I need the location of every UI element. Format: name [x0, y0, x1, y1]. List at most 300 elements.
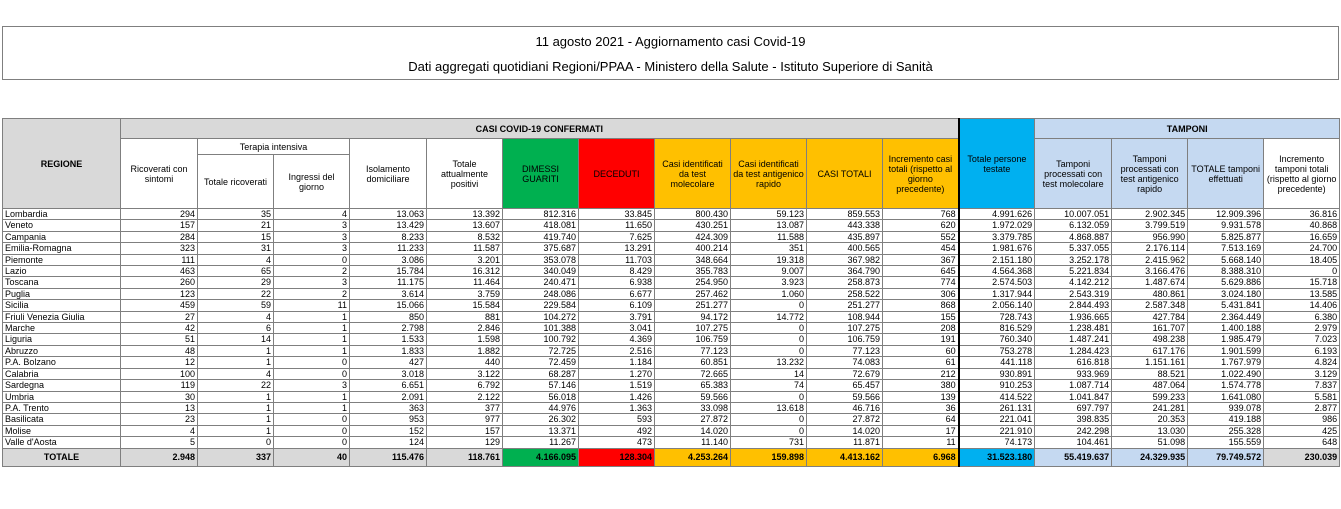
region-cell: Molise — [3, 425, 121, 436]
value-cell: 956.990 — [1112, 231, 1188, 242]
value-cell: 1 — [274, 391, 350, 402]
value-cell: 23 — [121, 414, 198, 425]
value-cell: 221.910 — [959, 425, 1035, 436]
value-cell: 65 — [198, 266, 274, 277]
value-cell: 36.816 — [1264, 209, 1340, 220]
value-cell: 2.122 — [427, 391, 503, 402]
value-cell: 4.142.212 — [1035, 277, 1112, 288]
total-cell: 2.948 — [121, 448, 198, 466]
total-cell: 115.476 — [350, 448, 427, 466]
value-cell: 1 — [198, 345, 274, 356]
value-cell: 2 — [274, 266, 350, 277]
value-cell: 2.176.114 — [1112, 243, 1188, 254]
col-header-ricoverati: Ricoverati con sintomi — [121, 139, 198, 209]
value-cell: 68.287 — [503, 368, 579, 379]
value-cell: 241.281 — [1112, 402, 1188, 413]
value-cell: 107.275 — [655, 323, 731, 334]
table-row — [3, 402, 1340, 413]
value-cell: 7.837 — [1264, 380, 1340, 391]
value-cell: 251.277 — [807, 300, 883, 311]
value-cell: 1.985.479 — [1188, 334, 1264, 345]
value-cell: 72.679 — [807, 368, 883, 379]
value-cell: 33.098 — [655, 402, 731, 413]
value-cell: 427.784 — [1112, 311, 1188, 322]
value-cell: 4 — [121, 425, 198, 436]
value-cell: 459 — [121, 300, 198, 311]
value-cell: 1.060 — [731, 288, 807, 299]
value-cell: 14.772 — [731, 311, 807, 322]
value-cell: 0 — [274, 368, 350, 379]
value-cell: 14 — [731, 368, 807, 379]
value-cell: 212 — [883, 368, 959, 379]
col-header-dimessi: DIMESSI GUARITI — [503, 139, 579, 209]
value-cell: 1.270 — [579, 368, 655, 379]
value-cell: 340.049 — [503, 266, 579, 277]
value-cell: 33.845 — [579, 209, 655, 220]
value-cell: 0 — [731, 323, 807, 334]
value-cell: 284 — [121, 231, 198, 242]
value-cell: 2.056.140 — [959, 300, 1035, 311]
col-header-incremento-casi: Incremento casi totali (rispetto al giorno precedente) — [883, 139, 959, 209]
value-cell: 816.529 — [959, 323, 1035, 334]
value-cell: 0 — [274, 425, 350, 436]
value-cell: 2.798 — [350, 323, 427, 334]
value-cell: 152 — [350, 425, 427, 436]
value-cell: 40.868 — [1264, 220, 1340, 231]
value-cell: 6.132.059 — [1035, 220, 1112, 231]
value-cell: 1.972.029 — [959, 220, 1035, 231]
value-cell: 3.201 — [427, 254, 503, 265]
value-cell: 1.151.161 — [1112, 357, 1188, 368]
value-cell: 258.522 — [807, 288, 883, 299]
value-cell: 3.041 — [579, 323, 655, 334]
value-cell: 3.086 — [350, 254, 427, 265]
value-cell: 13.371 — [503, 425, 579, 436]
value-cell: 36 — [883, 402, 959, 413]
value-cell: 27 — [121, 311, 198, 322]
value-cell: 6 — [198, 323, 274, 334]
value-cell: 5.825.877 — [1188, 231, 1264, 242]
value-cell: 0 — [731, 345, 807, 356]
value-cell: 3.252.178 — [1035, 254, 1112, 265]
value-cell: 425 — [1264, 425, 1340, 436]
value-cell: 348.664 — [655, 254, 731, 265]
group-casi-header: CASI COVID-19 CONFERMATI — [121, 119, 959, 139]
value-cell: 0 — [731, 414, 807, 425]
value-cell: 29 — [198, 277, 274, 288]
value-cell: 59.566 — [655, 391, 731, 402]
value-cell: 111 — [121, 254, 198, 265]
value-cell: 351 — [731, 243, 807, 254]
value-cell: 4 — [198, 311, 274, 322]
table-row — [3, 345, 1340, 356]
value-cell: 106.759 — [807, 334, 883, 345]
region-cell: Toscana — [3, 277, 121, 288]
value-cell: 5.581 — [1264, 391, 1340, 402]
value-cell: 498.238 — [1112, 334, 1188, 345]
value-cell: 251.277 — [655, 300, 731, 311]
value-cell: 4.369 — [579, 334, 655, 345]
value-cell: 1 — [198, 357, 274, 368]
value-cell: 1.641.080 — [1188, 391, 1264, 402]
value-cell: 60.851 — [655, 357, 731, 368]
value-cell: 11.650 — [579, 220, 655, 231]
value-cell: 2.543.319 — [1035, 288, 1112, 299]
value-cell: 774 — [883, 277, 959, 288]
table-row — [3, 288, 1340, 299]
value-cell: 35 — [198, 209, 274, 220]
value-cell: 0 — [198, 437, 274, 448]
value-cell: 0 — [274, 437, 350, 448]
value-cell: 1 — [198, 414, 274, 425]
value-cell: 3.018 — [350, 368, 427, 379]
region-cell: Emilia-Romagna — [3, 243, 121, 254]
value-cell: 17 — [883, 425, 959, 436]
group-tamponi-header: TAMPONI — [1035, 119, 1340, 139]
table-row — [3, 266, 1340, 277]
value-cell: 13.232 — [731, 357, 807, 368]
value-cell: 367 — [883, 254, 959, 265]
value-cell: 107.275 — [807, 323, 883, 334]
value-cell: 123 — [121, 288, 198, 299]
value-cell: 1 — [198, 391, 274, 402]
total-cell: 24.329.935 — [1112, 448, 1188, 466]
value-cell: 306 — [883, 288, 959, 299]
value-cell: 593 — [579, 414, 655, 425]
value-cell: 6.651 — [350, 380, 427, 391]
value-cell: 441.118 — [959, 357, 1035, 368]
value-cell: 5.629.886 — [1188, 277, 1264, 288]
value-cell: 240.471 — [503, 277, 579, 288]
value-cell: 13.618 — [731, 402, 807, 413]
total-cell: 4.253.264 — [655, 448, 731, 466]
value-cell: 16.312 — [427, 266, 503, 277]
value-cell: 939.078 — [1188, 402, 1264, 413]
value-cell: 5 — [121, 437, 198, 448]
value-cell: 7.023 — [1264, 334, 1340, 345]
value-cell: 60 — [883, 345, 959, 356]
value-cell: 6.677 — [579, 288, 655, 299]
value-cell: 27.872 — [807, 414, 883, 425]
table-body — [3, 209, 1340, 467]
value-cell: 4 — [198, 254, 274, 265]
total-cell: 4.166.095 — [503, 448, 579, 466]
value-cell: 191 — [883, 334, 959, 345]
total-cell: 79.749.572 — [1188, 448, 1264, 466]
value-cell: 18.405 — [1264, 254, 1340, 265]
region-cell: Veneto — [3, 220, 121, 231]
total-cell: 230.039 — [1264, 448, 1340, 466]
col-header-casi-totali: CASI TOTALI — [807, 139, 883, 209]
value-cell: 4.564.368 — [959, 266, 1035, 277]
value-cell: 51.098 — [1112, 437, 1188, 448]
value-cell: 418.081 — [503, 220, 579, 231]
table-row — [3, 334, 1340, 345]
value-cell: 13.030 — [1112, 425, 1188, 436]
value-cell: 1 — [274, 311, 350, 322]
value-cell: 1 — [274, 402, 350, 413]
value-cell: 731 — [731, 437, 807, 448]
value-cell: 24.700 — [1264, 243, 1340, 254]
value-cell: 552 — [883, 231, 959, 242]
value-cell: 1 — [198, 425, 274, 436]
value-cell: 6.193 — [1264, 345, 1340, 356]
value-cell: 11.588 — [731, 231, 807, 242]
value-cell: 414.522 — [959, 391, 1035, 402]
value-cell: 353.078 — [503, 254, 579, 265]
value-cell: 74.083 — [807, 357, 883, 368]
value-cell: 257.462 — [655, 288, 731, 299]
value-cell: 2.979 — [1264, 323, 1340, 334]
value-cell: 119 — [121, 380, 198, 391]
value-cell: 9.931.578 — [1188, 220, 1264, 231]
value-cell: 363 — [350, 402, 427, 413]
table-row — [3, 300, 1340, 311]
value-cell: 454 — [883, 243, 959, 254]
table-row — [3, 414, 1340, 425]
value-cell: 419.740 — [503, 231, 579, 242]
col-header-totale-ricoverati: Totale ricoverati — [198, 155, 274, 209]
region-cell: Sardegna — [3, 380, 121, 391]
region-cell: Piemonte — [3, 254, 121, 265]
value-cell: 2.846 — [427, 323, 503, 334]
value-cell: 104.272 — [503, 311, 579, 322]
value-cell: 1 — [274, 345, 350, 356]
value-cell: 77.123 — [655, 345, 731, 356]
value-cell: 1 — [198, 402, 274, 413]
value-cell: 463 — [121, 266, 198, 277]
value-cell: 2.587.348 — [1112, 300, 1188, 311]
value-cell: 4 — [198, 368, 274, 379]
value-cell: 261.131 — [959, 402, 1035, 413]
value-cell: 260 — [121, 277, 198, 288]
value-cell: 57.146 — [503, 380, 579, 391]
value-cell: 1.936.665 — [1035, 311, 1112, 322]
value-cell: 101.388 — [503, 323, 579, 334]
value-cell: 94.172 — [655, 311, 731, 322]
value-cell: 4.991.626 — [959, 209, 1035, 220]
value-cell: 6.109 — [579, 300, 655, 311]
value-cell: 0 — [274, 414, 350, 425]
value-cell: 2.574.503 — [959, 277, 1035, 288]
value-cell: 15.584 — [427, 300, 503, 311]
value-cell: 6.938 — [579, 277, 655, 288]
value-cell: 760.340 — [959, 334, 1035, 345]
value-cell: 868 — [883, 300, 959, 311]
region-header: REGIONE — [3, 119, 121, 209]
col-header-deceduti: DECEDUTI — [579, 139, 655, 209]
value-cell: 2.415.962 — [1112, 254, 1188, 265]
value-cell: 768 — [883, 209, 959, 220]
value-cell: 15.784 — [350, 266, 427, 277]
region-cell: Marche — [3, 323, 121, 334]
value-cell: 1.519 — [579, 380, 655, 391]
value-cell: 294 — [121, 209, 198, 220]
value-cell: 2.364.449 — [1188, 311, 1264, 322]
value-cell: 11.233 — [350, 243, 427, 254]
value-cell: 14.020 — [807, 425, 883, 436]
value-cell: 3.799.519 — [1112, 220, 1188, 231]
col-header-attualmente-positivi: Totale attualmente positivi — [427, 139, 503, 209]
value-cell: 11 — [883, 437, 959, 448]
total-cell: 6.968 — [883, 448, 959, 466]
value-cell: 242.298 — [1035, 425, 1112, 436]
value-cell: 12.909.396 — [1188, 209, 1264, 220]
table-row — [3, 254, 1340, 265]
col-header-tamponi-molecolare: Tamponi processati con test molecolare — [1035, 139, 1112, 209]
value-cell: 1.981.676 — [959, 243, 1035, 254]
total-cell: 4.413.162 — [807, 448, 883, 466]
value-cell: 155 — [883, 311, 959, 322]
value-cell: 255.328 — [1188, 425, 1264, 436]
value-cell: 2.091 — [350, 391, 427, 402]
value-cell: 3.129 — [1264, 368, 1340, 379]
value-cell: 11.140 — [655, 437, 731, 448]
value-cell: 3.166.476 — [1112, 266, 1188, 277]
value-cell: 11.175 — [350, 277, 427, 288]
region-cell: P.A. Trento — [3, 402, 121, 413]
value-cell: 2.844.493 — [1035, 300, 1112, 311]
value-cell: 480.861 — [1112, 288, 1188, 299]
table-row — [3, 243, 1340, 254]
value-cell: 26.302 — [503, 414, 579, 425]
value-cell: 0 — [274, 254, 350, 265]
value-cell: 3.923 — [731, 277, 807, 288]
value-cell: 12 — [121, 357, 198, 368]
value-cell: 2.516 — [579, 345, 655, 356]
value-cell: 1 — [274, 334, 350, 345]
value-cell: 933.969 — [1035, 368, 1112, 379]
total-cell: 337 — [198, 448, 274, 466]
value-cell: 15 — [198, 231, 274, 242]
region-cell: Valle d'Aosta — [3, 437, 121, 448]
value-cell: 6.380 — [1264, 311, 1340, 322]
value-cell: 1.087.714 — [1035, 380, 1112, 391]
value-cell: 229.584 — [503, 300, 579, 311]
value-cell: 1.238.481 — [1035, 323, 1112, 334]
value-cell: 753.278 — [959, 345, 1035, 356]
value-cell: 1.833 — [350, 345, 427, 356]
value-cell: 72.665 — [655, 368, 731, 379]
table-row — [3, 368, 1340, 379]
value-cell: 11.703 — [579, 254, 655, 265]
value-cell: 4.824 — [1264, 357, 1340, 368]
value-cell: 155.559 — [1188, 437, 1264, 448]
value-cell: 64 — [883, 414, 959, 425]
value-cell: 65.383 — [655, 380, 731, 391]
value-cell: 812.316 — [503, 209, 579, 220]
value-cell: 3.024.180 — [1188, 288, 1264, 299]
value-cell: 323 — [121, 243, 198, 254]
col-header-isolamento: Isolamento domiciliare — [350, 139, 427, 209]
total-cell: 55.419.637 — [1035, 448, 1112, 466]
total-cell: 40 — [274, 448, 350, 466]
value-cell: 930.891 — [959, 368, 1035, 379]
value-cell: 400.565 — [807, 243, 883, 254]
value-cell: 11 — [274, 300, 350, 311]
value-cell: 48 — [121, 345, 198, 356]
table-row — [3, 231, 1340, 242]
table-row — [3, 323, 1340, 334]
value-cell: 21 — [198, 220, 274, 231]
value-cell: 367.982 — [807, 254, 883, 265]
value-cell: 100.792 — [503, 334, 579, 345]
value-cell: 258.873 — [807, 277, 883, 288]
table-row — [3, 220, 1340, 231]
value-cell: 13 — [121, 402, 198, 413]
value-cell: 221.041 — [959, 414, 1035, 425]
region-cell: Lazio — [3, 266, 121, 277]
value-cell: 3.759 — [427, 288, 503, 299]
covid-data-table — [2, 118, 1340, 467]
total-cell: 128.304 — [579, 448, 655, 466]
value-cell: 1.882 — [427, 345, 503, 356]
value-cell: 22 — [198, 288, 274, 299]
value-cell: 977 — [427, 414, 503, 425]
value-cell: 14 — [198, 334, 274, 345]
value-cell: 2.151.180 — [959, 254, 1035, 265]
value-cell: 492 — [579, 425, 655, 436]
col-header-totale-tamponi: TOTALE tamponi effettuati — [1188, 139, 1264, 209]
region-cell: Campania — [3, 231, 121, 242]
value-cell: 8.388.310 — [1188, 266, 1264, 277]
value-cell: 104.461 — [1035, 437, 1112, 448]
value-cell: 1.487.241 — [1035, 334, 1112, 345]
region-cell: Friuli Venezia Giulia — [3, 311, 121, 322]
value-cell: 31 — [198, 243, 274, 254]
value-cell: 8.532 — [427, 231, 503, 242]
value-cell: 5.221.834 — [1035, 266, 1112, 277]
value-cell: 1.487.674 — [1112, 277, 1188, 288]
value-cell: 0 — [731, 425, 807, 436]
value-cell: 1.400.188 — [1188, 323, 1264, 334]
region-cell: Calabria — [3, 368, 121, 379]
value-cell: 77.123 — [807, 345, 883, 356]
value-cell: 473 — [579, 437, 655, 448]
table-row — [3, 277, 1340, 288]
value-cell: 22 — [198, 380, 274, 391]
value-cell: 59 — [198, 300, 274, 311]
region-cell: Puglia — [3, 288, 121, 299]
value-cell: 254.950 — [655, 277, 731, 288]
value-cell: 59.123 — [731, 209, 807, 220]
value-cell: 161.707 — [1112, 323, 1188, 334]
value-cell: 440 — [427, 357, 503, 368]
value-cell: 1.574.778 — [1188, 380, 1264, 391]
value-cell: 8.233 — [350, 231, 427, 242]
value-cell: 44.976 — [503, 402, 579, 413]
value-cell: 20.353 — [1112, 414, 1188, 425]
total-cell: 31.523.180 — [959, 448, 1035, 466]
value-cell: 248.086 — [503, 288, 579, 299]
value-cell: 375.687 — [503, 243, 579, 254]
value-cell: 424.309 — [655, 231, 731, 242]
value-cell: 1.363 — [579, 402, 655, 413]
value-cell: 13.291 — [579, 243, 655, 254]
value-cell: 3 — [274, 243, 350, 254]
table-row — [3, 380, 1340, 391]
value-cell: 129 — [427, 437, 503, 448]
value-cell: 208 — [883, 323, 959, 334]
value-cell: 19.318 — [731, 254, 807, 265]
region-cell: Liguria — [3, 334, 121, 345]
value-cell: 0 — [731, 391, 807, 402]
value-cell: 1.317.944 — [959, 288, 1035, 299]
value-cell: 443.338 — [807, 220, 883, 231]
group-ti-header: Terapia intensiva — [198, 139, 350, 155]
region-cell: Abruzzo — [3, 345, 121, 356]
value-cell: 11.267 — [503, 437, 579, 448]
